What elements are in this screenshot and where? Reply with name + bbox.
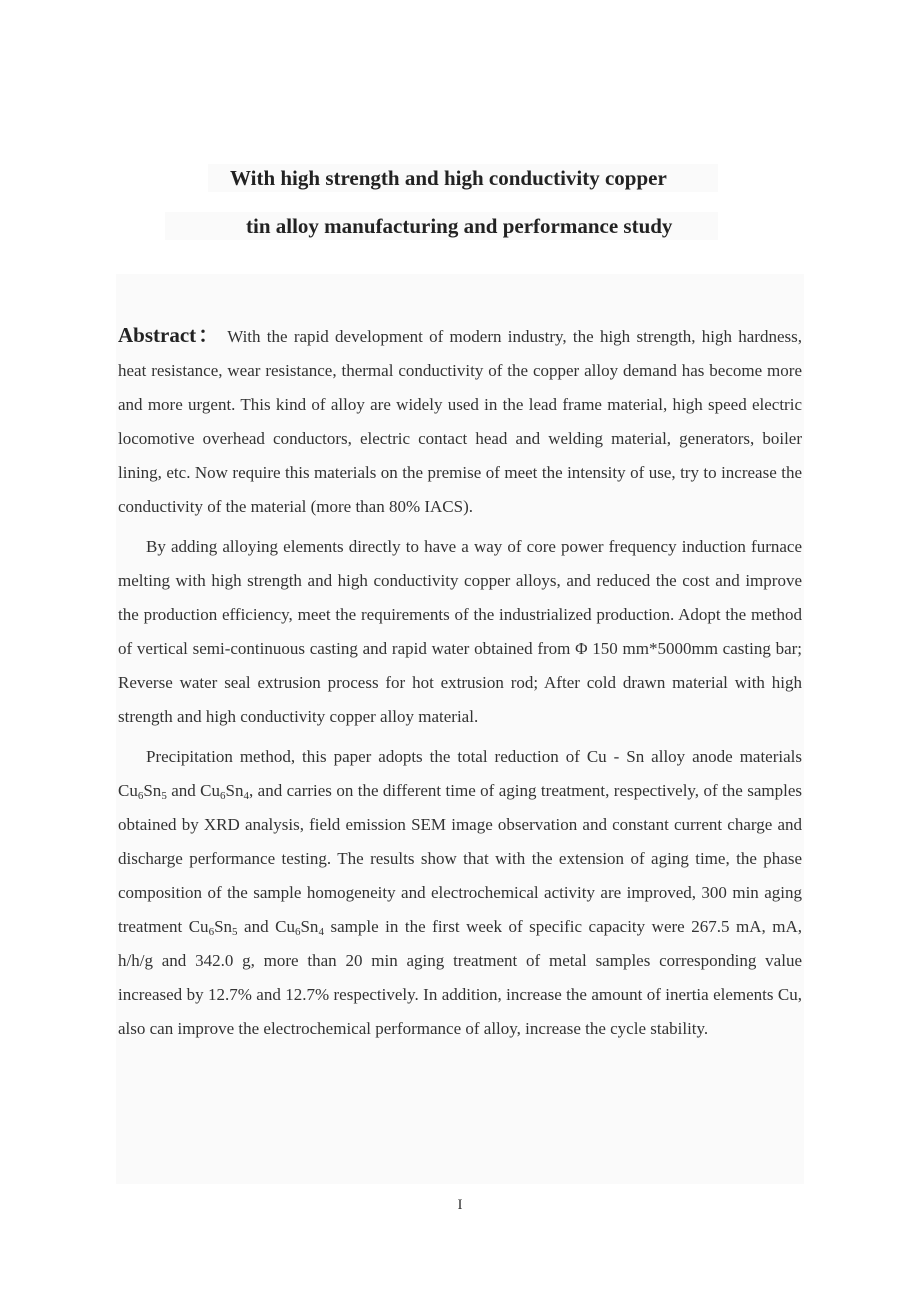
abstract-paragraph-1	[118, 318, 802, 524]
p3-text-5: , and carries on the different time of aging treatment, respectively, of the samples obtained by XRD analysis, field emission SEM image observation and constant current charge and discharge performance testing. The results show that with the extension of aging time, the phase composition of the sample homogeneity and electrochemical activity are improved, 300 min aging treatment Cu	[118, 781, 802, 936]
abstract-paragraph-2: By adding alloying elements directly to have a way of core power frequency induction furnace melting with high strength and high conductivity copper alloys, and reduced the cost and improve the production efficiency, meet the requirements of the industrialized production. Adopt the method of vertical semi-continuous casting and rapid water obtained from Φ 150 mm*5000mm casting bar; Reverse water seal extrusion process for hot extrusion rod; After cold drawn material with high strength and high conductivity copper alloy material.	[118, 537, 802, 726]
p3-sub-4: 4	[243, 790, 249, 802]
abstract-paragraph-3	[118, 740, 802, 1046]
p3-sub-2: 5	[161, 790, 167, 802]
abstract-paragraph-1-text: With the rapid development of modern industry, the high strength, high hardness, heat resistance, wear resistance, thermal conductivity of the copper alloy demand has become more and more urgent. This kind of alloy are widely used in the lead frame material, high speed electric locomotive overhead conductors, electric contact head and welding material, generators, boiler lining, etc. Now require this materials on the premise of meet the intensity of use, try to increase the conductivity of the material (more than 80% IACS).	[118, 327, 802, 516]
p3-sub-5: 6	[208, 926, 215, 938]
title-line-2: tin alloy manufacturing and performance study	[165, 212, 718, 240]
p3-text-4: Sn	[225, 781, 244, 800]
p3-text-3: and Cu	[166, 781, 221, 800]
p3-text-7: and Cu	[237, 917, 295, 936]
title-line-1: With high strength and high conductivity copper	[208, 164, 718, 192]
p3-text-9: sample in the first week of specific capacity were 267.5 mA, mA, h/h/g and 342.0 g, more than 20 min aging treatment of metal samples corresponding value increased by 12.7% and 12.7% respectively. In addition, increase the amount of inertia elements Cu, also can improve the electrochemical performance of alloy, increase the cycle stability.	[118, 917, 803, 1038]
p3-sub-1: 6	[137, 790, 144, 802]
p3-sub-6: 5	[232, 926, 238, 938]
p3-sub-8: 4	[318, 926, 324, 938]
p3-sub-3: 6	[220, 790, 226, 802]
abstract-label: Abstract：	[118, 323, 222, 347]
p3-text-6: Sn	[214, 917, 233, 936]
p3-text-8: Sn	[300, 917, 319, 936]
p3-sub-7: 6	[294, 926, 301, 938]
p3-text-2: Sn	[143, 781, 162, 800]
abstract-section	[118, 318, 802, 1052]
p3-text-1: Precipitation method, this paper adopts the total reduction of Cu - Sn alloy anode materials Cu	[118, 747, 802, 800]
page-number: I	[457, 1197, 463, 1213]
